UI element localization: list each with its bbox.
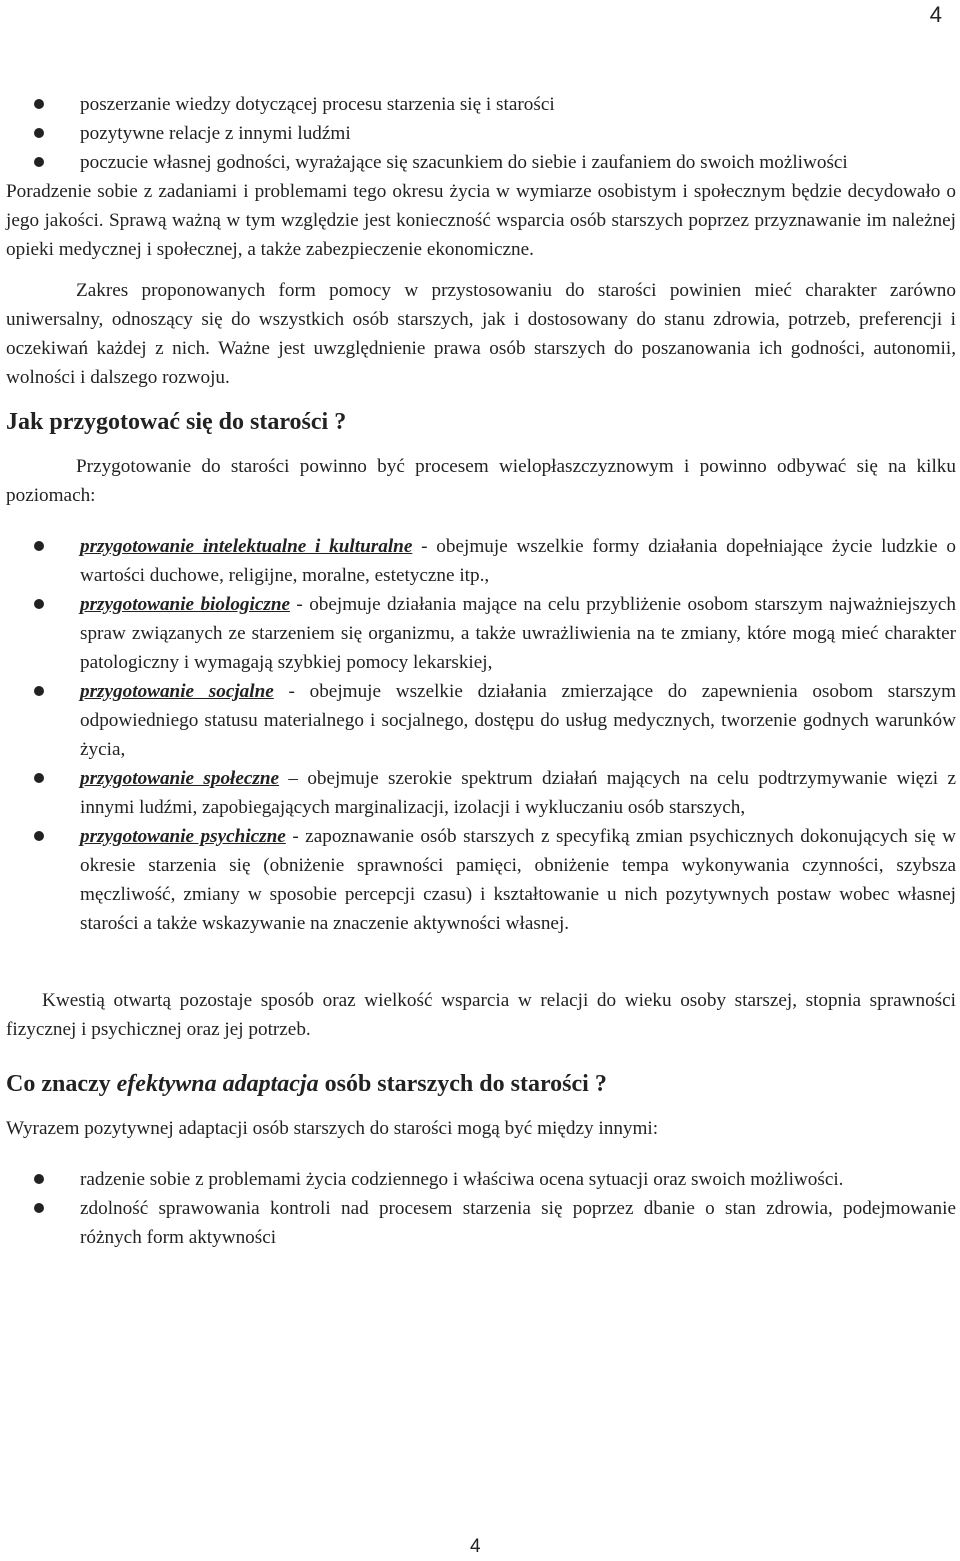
- bullet-icon: [34, 831, 44, 841]
- bullet-icon: [34, 157, 44, 167]
- bullet-icon: [34, 686, 44, 696]
- list-item: poczucie własnej godności, wyrażające się szacunkiem do siebie i zaufaniem do swoich możliwości: [6, 148, 956, 177]
- page-number-top: 4: [929, 2, 942, 27]
- paragraph: Poradzenie sobie z zadaniami i problemami tego okresu życia w wymiarze osobistym i społecznym będzie decydowało o jego jakości. Sprawą ważną w tym względzie jest konieczność wsparcia osób starszych poprzez przyznawanie im należnej opieki medycznej i społecznej, a także zabezpieczenie ekonomiczne.: [6, 181, 956, 260]
- goals-list: [6, 90, 956, 177]
- section-heading: Co znaczy efektywna adaptacja osób starszych do starości ?: [6, 1071, 607, 1097]
- paragraph: Zakres proponowanych form pomocy w przystosowaniu do starości powinien mieć charakter zarówno uniwersalny, odnoszący się do wszystkich osób starszych, jak i dostosowany do stanu zdrowia, potrzeb, preferencji i oczekiwań każdej z nich. Ważne jest uwzględnienie prawa osób starszych do poszanowania ich godności, autonomii, wolności i dalszego rozwoju.: [6, 280, 956, 388]
- list-item: przygotowanie psychiczne - zapoznawanie osób starszych z specyfiką zmian psychicznych dokonujących się w okresie starzenia się (obniżenie sprawności pamięci, obniżenie tempa wykonywania czynności, szybsza męczliwość, zmiany w sposobie percepcji czasu) i kształtowanie u nich pozytywnych postaw wobec własnej starości a także wskazywanie na znaczenie aktywności własnej.: [6, 822, 956, 938]
- list-item: przygotowanie społeczne – obejmuje szerokie spektrum działań mających na celu podtrzymywanie więzi z innymi ludźmi, zapobiegających marginalizacji, izolacji i wykluczaniu osób starszych,: [6, 764, 956, 822]
- bullet-icon: [34, 1203, 44, 1213]
- paragraph: Przygotowanie do starości powinno być procesem wielopłaszczyznowym i powinno odbywać się na kilku poziomach:: [6, 456, 956, 506]
- bullet-icon: [34, 1174, 44, 1184]
- bullet-icon: [34, 773, 44, 783]
- list-item: radzenie sobie z problemami życia codziennego i właściwa ocena sytuacji oraz swoich możliwości.: [6, 1165, 956, 1194]
- preparation-list: [6, 532, 956, 938]
- page-number-bottom: 4: [470, 1536, 481, 1557]
- section-heading: Jak przygotować się do starości ?: [6, 409, 347, 435]
- paragraph: Wyrazem pozytywnej adaptacji osób starszych do starości mogą być między innymi:: [6, 1118, 659, 1139]
- list-item: przygotowanie socjalne - obejmuje wszelkie działania zmierzające do zapewnienia osobom starszym odpowiedniego statusu materialnego i socjalnego, dostępu do usług medycznych, tworzenie godnych warunków życia,: [6, 677, 956, 764]
- list-item: przygotowanie biologiczne - obejmuje działania mające na celu przybliżenie osobom starszym najważniejszych spraw związanych ze starzeniem się organizmu, a także uwrażliwienia na te zmiany, które mogą mieć charakter patologiczny i wymagają szybkiej pomocy lekarskiej,: [6, 590, 956, 677]
- bullet-icon: [34, 541, 44, 551]
- bullet-icon: [34, 99, 44, 109]
- list-item: poszerzanie wiedzy dotyczącej procesu starzenia się i starości: [6, 90, 956, 119]
- list-item: zdolność sprawowania kontroli nad procesem starzenia się poprzez dbanie o stan zdrowia, podejmowanie różnych form aktywności: [6, 1194, 956, 1252]
- bullet-icon: [34, 128, 44, 138]
- list-item: przygotowanie intelektualne i kulturalne - obejmuje wszelkie formy działania dopełniające życie ludzkie o wartości duchowe, religijne, moralne, estetyczne itp.,: [6, 532, 956, 590]
- document-body: [6, 90, 956, 1252]
- bullet-icon: [34, 599, 44, 609]
- adaptation-list: [6, 1165, 956, 1252]
- list-item: pozytywne relacje z innymi ludźmi: [6, 119, 956, 148]
- paragraph: Kwestią otwartą pozostaje sposób oraz wielkość wsparcia w relacji do wieku osoby starszej, stopnia sprawności fizycznej i psychicznej oraz jej potrzeb.: [6, 990, 956, 1040]
